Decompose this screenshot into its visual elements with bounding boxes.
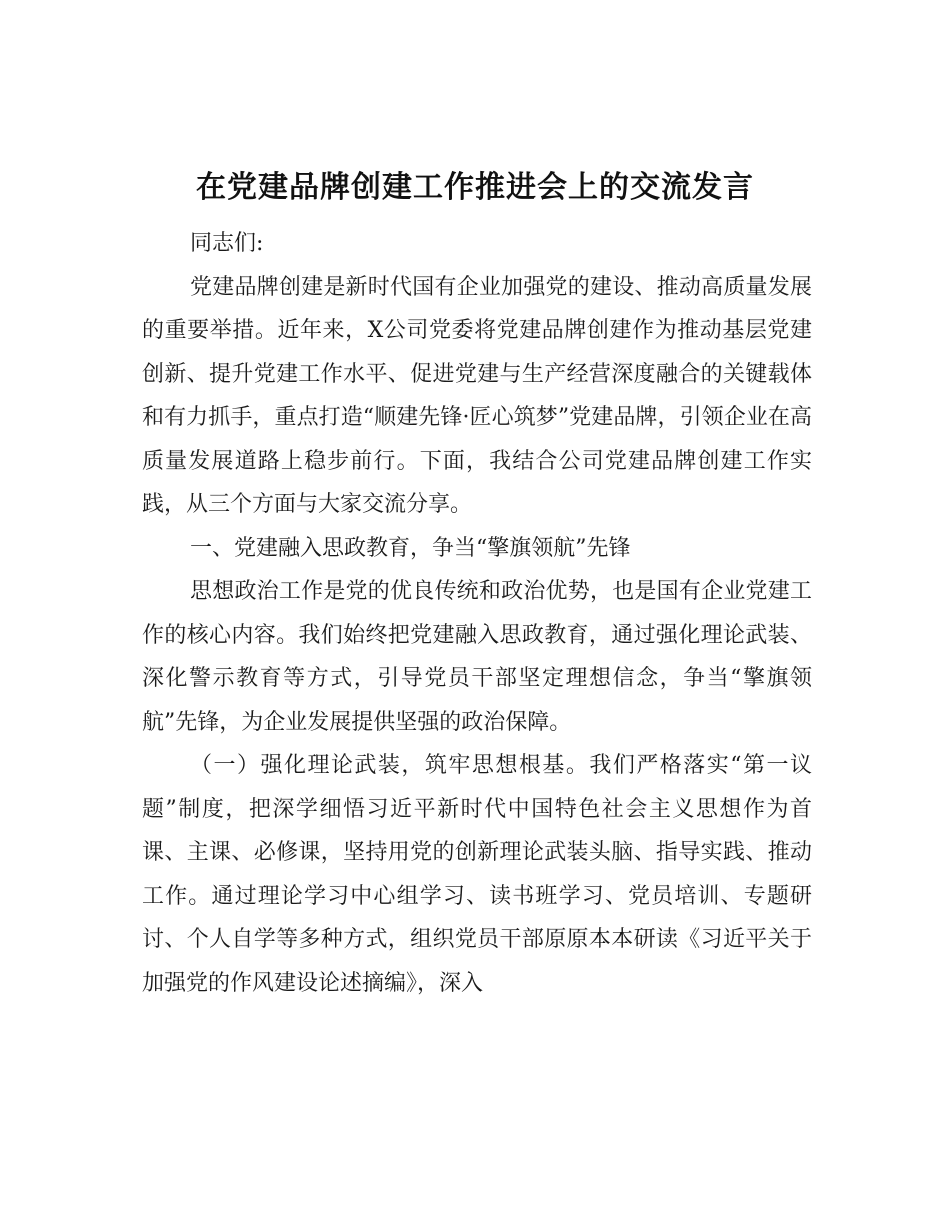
salutation: 同志们: <box>190 231 264 256</box>
paragraph-intro: 党建品牌创建是新时代国有企业加强党的建设、推动高质量发展的重要举措。近年来，X公司党委将党建品牌创建作为推动基层党建创新、提升党建工作水平、促进党建与生产经营深度融合的关键载体和有力抓手，重点打造“顺建先锋·匠心筑梦”党建品牌，引领企业在高质量发展道路上稳步前行。下面，我结合公司党建品牌创建工作实践，从三个方面与大家交流分享。 <box>142 274 812 517</box>
section-heading-1: 一、党建融入思政教育，争当“擎旗领航”先锋 <box>190 535 631 561</box>
document-title: 在党建品牌创建工作推进会上的交流发言 <box>196 170 754 205</box>
paragraph-section-1: 思想政治工作是党的优良传统和政治优势，也是国有企业党建工作的核心内容。我们始终把党建融入思政教育，通过强化理论武装、深化警示教育等方式，引导党员干部坚定理想信念，争当“擎旗领航”先锋，为企业发展提供坚强的政治保障。 <box>142 579 812 735</box>
document-body <box>142 222 812 1005</box>
paragraph-subsection-1: （一）强化理论武装，筑牢思想根基。我们严格落实“第一议题”制度，把深学细悟习近平新时代中国特色社会主义思想作为首课、主课、必修课，坚持用党的创新理论武装头脑、指导实践、推动工作。通过理论学习中心组学习、读书班学习、党员培训、专题研讨、个人自学等多种方式，组织党员干部原原本本研读《习近平关于加强党的作风建设论述摘编》，深入 <box>142 753 812 996</box>
